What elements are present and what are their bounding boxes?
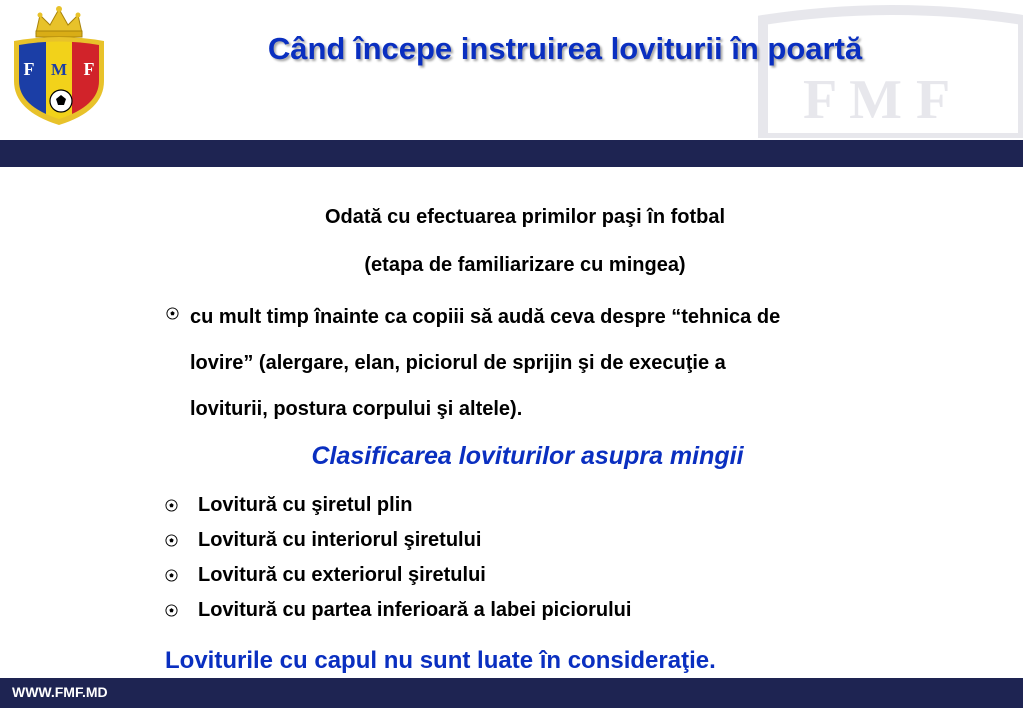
classification-heading: Clasificarea loviturilor asupra mingii bbox=[311, 442, 744, 470]
paragraph-line: lovire” (alergare, elan, piciorul de sprijin şi de execuţie a bbox=[190, 352, 726, 374]
paragraph-line: loviturii, postura corpului şi altele). bbox=[190, 398, 523, 420]
paragraph-line: cu mult timp înainte ca copiii să audă ceva despre “tehnica de bbox=[190, 306, 781, 328]
soccer-ball-icon bbox=[165, 569, 178, 582]
football-icon bbox=[50, 90, 72, 112]
page-title: Când începe instruirea loviturii în poartă bbox=[267, 31, 863, 66]
intro-line-1: Odată cu efectuarea primilor paşi în fotbal bbox=[324, 206, 726, 228]
svg-text:F: F bbox=[23, 59, 35, 79]
soccer-ball-icon bbox=[166, 307, 179, 320]
list-item-label: Lovitură cu partea inferioară a labei piciorului bbox=[198, 599, 632, 621]
list-item bbox=[165, 523, 631, 558]
list-item-label: Lovitură cu interiorul şiretului bbox=[198, 529, 482, 551]
headers-note: Loviturile cu capul nu sunt luate în consideraţie. bbox=[165, 647, 716, 674]
header-bar bbox=[0, 140, 1023, 167]
list-item-label: Lovitură cu exteriorul şiretului bbox=[198, 564, 486, 586]
footer-url[interactable]: WWW.FMF.MD bbox=[12, 684, 108, 700]
intro-paragraph bbox=[190, 294, 990, 432]
footer-bar bbox=[0, 678, 1023, 708]
soccer-ball-icon bbox=[165, 499, 178, 512]
list-item-label: Lovitură cu şiretul plin bbox=[198, 494, 413, 516]
list-item bbox=[165, 593, 631, 628]
fmf-watermark bbox=[723, 0, 1023, 138]
svg-text:M: M bbox=[50, 60, 68, 79]
soccer-ball-icon bbox=[165, 534, 178, 547]
list-item bbox=[165, 488, 631, 523]
soccer-ball-icon bbox=[165, 604, 178, 617]
list-item bbox=[165, 558, 631, 593]
svg-text:F: F bbox=[83, 59, 95, 79]
intro-line-2: (etapa de familiarizare cu mingea) bbox=[364, 254, 686, 276]
kick-types-list bbox=[165, 488, 631, 628]
svg-text:F M F: F M F bbox=[803, 69, 951, 131]
